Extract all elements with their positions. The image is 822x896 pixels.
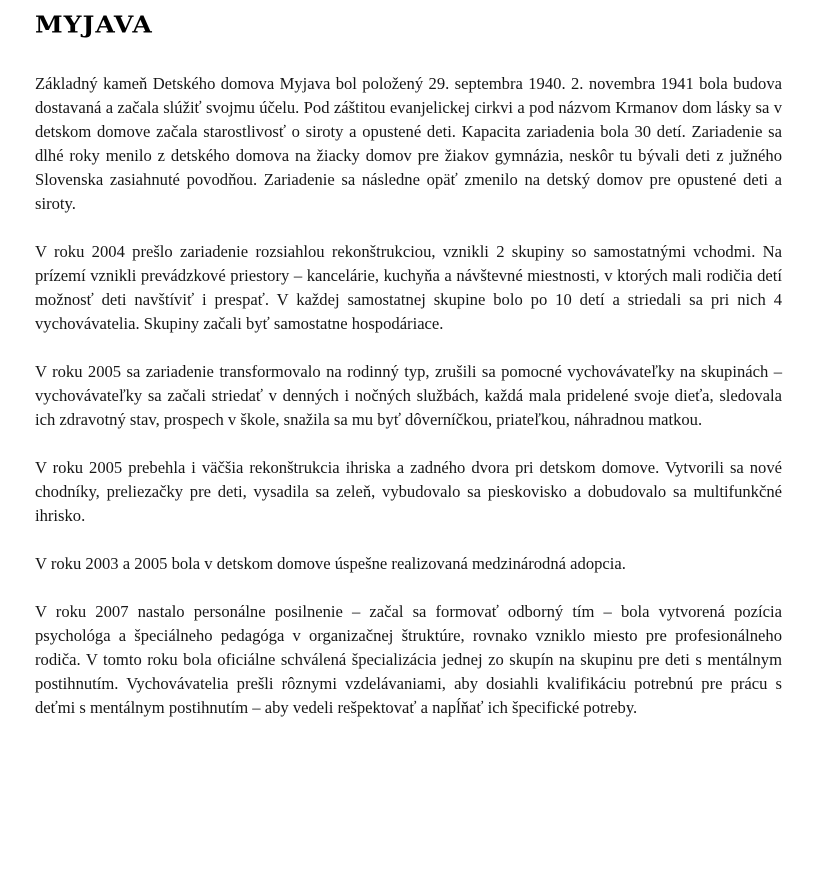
paragraph-history: Základný kameň Detského domova Myjava bol položený 29. septembra 1940. 2. novembra 1941 bola budova dostavaná a začala slúžiť svojmu účelu. Pod záštitou evanjelickej cirkvi a pod názvom Krmanov dom lásky sa v detskom domove začala starostlivosť o siroty a opustené deti. Kapacita zariadenia bola 30 detí. Zariadenie sa dlhé roky menilo z detského domova na žiacky domov pre žiakov gymnázia, neskôr tu bývali deti z južného Slovenska zasiahnuté povodňou. Zariadenie sa následne opäť zmenilo na detský domov pre opustené deti a siroty. (35, 74, 782, 213)
paragraph-reconstruction-2004: V roku 2004 prešlo zariadenie rozsiahlou rekonštrukciou, vznikli 2 skupiny so samostatnými vchodmi. Na prízemí vznikli prevádzkové priestory – kancelárie, kuchyňa a návštevné miestnosti, v ktorých mali rodičia detí možnosť deti navštíviť i prespať. V každej samostatnej skupine bolo po 10 detí a striedali sa pri nich 4 vychovávatelia. Skupiny začali byť samostatne hospodáriace. (35, 242, 782, 333)
document-title: MYJAVA (35, 10, 153, 39)
paragraph-staffing-2007: V roku 2007 nastalo personálne posilnenie – začal sa formovať odborný tím – bola vytvorená pozícia psychológa a špeciálneho pedagóga v organizačnej štruktúre, rovnako vzniklo miesto pre profesionálneho rodiča. V tomto roku bola oficiálne schválená špecializácia jednej zo skupín na skupinu pre deti s mentálnym postihnutím. Vychovávatelia prešli rôznymi vzdelávaniami, aby dosiahli kvalifikáciu potrebnú pre prácu s deťmi s mentálnym postihnutím – aby vedeli rešpektovať a napĺňať ich špecifické potreby. (35, 602, 782, 717)
paragraph-adoption: V roku 2003 a 2005 bola v detskom domove úspešne realizovaná medzinárodná adopcia. (35, 554, 626, 573)
paragraph-transformation-2005: V roku 2005 sa zariadenie transformovalo na rodinný typ, zrušili sa pomocné vychovávateľky na skupinách – vychovávateľky sa začali striedať v denných i nočných službách, každá mala pridelené svoje dieťa, sledovala ich zdravotný stav, prospech v škole, snažila sa mu byť dôverníčkou, priateľkou, náhradnou matkou. (35, 362, 782, 429)
document-body (35, 72, 782, 720)
paragraph-playground-2005: V roku 2005 prebehla i väčšia rekonštrukcia ihriska a zadného dvora pri detskom domove. Vytvorili sa nové chodníky, preliezačky pre deti, vysadila sa zeleň, vybudovalo sa pieskovisko a dobudovalo sa multifunkčné ihrisko. (35, 458, 782, 525)
